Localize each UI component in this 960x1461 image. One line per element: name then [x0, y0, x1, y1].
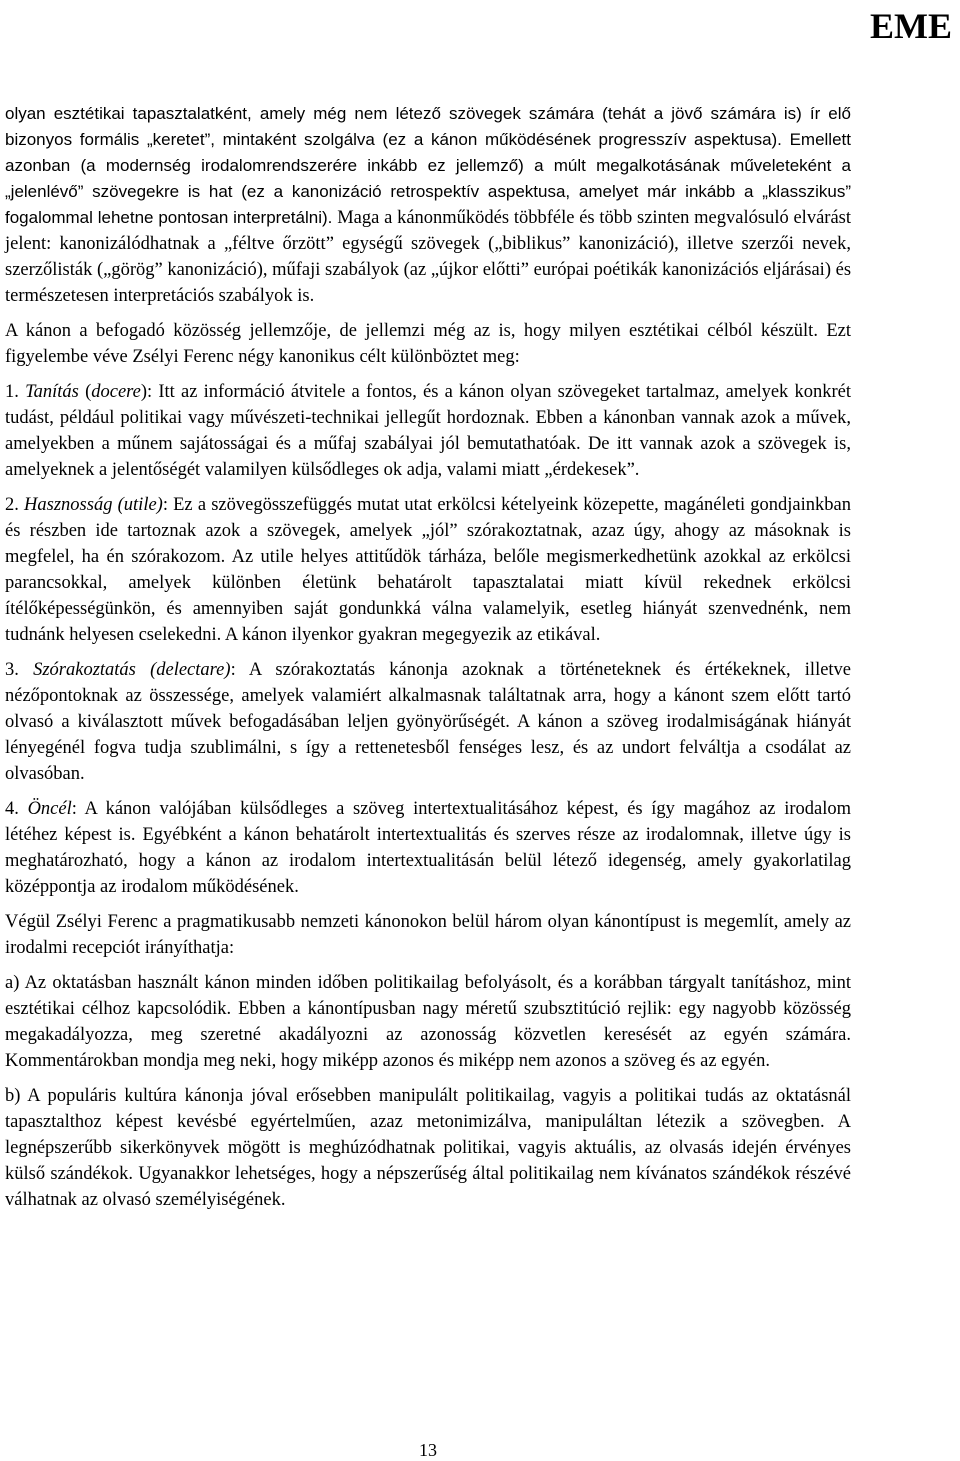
- publisher-logo: EME: [869, 6, 952, 46]
- paragraph-popular-canon: b) A populáris kultúra kánonja jóval erősebben manipulált politikailag, vagyis a politikai tudás az oktatásnál tapasztalthoz képest kevésbé egyértelműen, azaz metonimizálva, manipuláltan létezik a szövegben. A legnépszerűbb sikerkönyvek mögött is meghúzódhatnak politikai, vagyis aktuális, az olvasás idején érvényes külső szándékok. Ugyanakkor lehetséges, hogy a népszerűség által politikailag nem kívánatos szándékok részévé válhatnak az olvasó személyiségének.: [5, 1086, 851, 1210]
- item-text: ): Itt az információ átvitele a fontos, és a kánon olyan szövegeket tartalmaz, amelyek konkrét tudást, például politikai vagy művészeti-technikai jellegűt hordoznak. Ebben a kánonban vannak azok a művek, amelyekben a műnem sajátosságai és a műfaj szabályai jól bemutathatóak. De itt vannak azok a szövegek is, amelyeknek a jelentőségét valamilyen külsődleges ok adja, valami miatt „érdekesek”.: [5, 382, 851, 480]
- document-body: [5, 101, 851, 1222]
- paragraph-canon-aims: A kánon a befogadó közösség jellemzője, de jellemzi még az is, hogy milyen esztétikai célból készült. Ezt figyelembe véve Zsélyi Ferenc négy kanonikus célt különböztet meg:: [5, 321, 851, 367]
- item-text: : A szórakoztatás kánonja azoknak a történeteknek és értékeknek, illetve nézőpontoknak az összessége, amelyek valamiért alkalmasnak találtatnak arra, hogy a kánont szem előtt tartó olvasó a kiválasztott művek befogadásában leljen gyönyörűségét. A kánon a szöveg irodalmiságának hiányát lényegénél fogva tudja szublimálni, s így a rettenetesből fenséges lesz, és az undort felváltja a csodálat az olvasóban.: [5, 660, 852, 784]
- list-item-self-purpose: [5, 796, 851, 900]
- list-item-teaching: [5, 379, 851, 483]
- item-term: Tanítás: [25, 382, 79, 402]
- paragraph-text: Maga a kánonműködés többféle és több szinten megvalósuló elvárást jelent: kanonizálódhatnak a „féltve őrzött” egységű szövegek („biblikus” kanonizáció), illetve szerzői nevek, szerzőlisták („görög” kanonizáció), műfaji szabályok (az „újkor előtti” európai poétikák kanonizációs eljárásai) és természetesen interpretációs szabályok is.: [5, 208, 852, 306]
- item-separator: (: [78, 382, 92, 402]
- item-number: 2.: [5, 495, 19, 515]
- list-item-entertainment: [5, 657, 851, 787]
- item-term: Hasznosság (utile): [24, 495, 163, 515]
- paragraph-education-canon: a) Az oktatásban használt kánon minden időben politikailag befolyásolt, és a korábban tárgyalt tanításhoz, mint esztétikai célhoz kapcsolódik. Ebben a kánontípusban nagy méretű szubsztitúció rejlik: egy nagyobb közösség megakadályozza, meg szeretné akadályozni az azonosság közvetlen keresését az egyén számára. Kommentárokban mondja meg neki, hogy miképp azonos és miképp nem azonos a szöveg és az egyén.: [5, 973, 851, 1071]
- item-number: 4.: [5, 799, 19, 819]
- item-number: 3.: [5, 660, 19, 680]
- paragraph-canon-types-intro: Végül Zsélyi Ferenc a pragmatikusabb nemzeti kánonokon belül három olyan kánontípust is megemlít, amely az irodalmi recepciót irányíthatja:: [5, 912, 851, 958]
- item-latin-term: docere: [91, 382, 141, 402]
- item-term: Szórakoztatás (delectare): [33, 660, 231, 680]
- item-number: 1.: [5, 382, 19, 402]
- paragraph-canon-function: [5, 101, 851, 309]
- item-term: Öncél: [27, 799, 72, 819]
- list-item-utility: [5, 492, 851, 648]
- paragraph-text: olyan esztétikai tapasztalatként, amely még nem létező szövegek számára (tehát a jövő számára is) ír elő bizonyos formális „keretet”, mintaként szolgálva (ez a kánon működésének progresszív aspektusa). Emellett azonban (a modernség irodalomrendszerére inkább ez jellemző) a múlt megalkotásának műveleteként a „jelenlévő” szövegekre is hat (ez a kanonizáció retrospektív aspektusa, amelyet már inkább a „klasszikus” fogalommal lehetne pontosan interpretálni).: [5, 104, 851, 227]
- page-number: 13: [419, 1440, 437, 1460]
- item-text: : Ez a szövegösszefüggés mutat utat erkölcsi kételyeink közepette, magánéleti gondjainkban és részben ide tartoznak azok a szövegek, amelyek „jól” szórakoztatnak, azaz úgy, ahogy az másoknak is megfelel, ha én szórakozom. Az utile helyes attitűdök tárháza, belőle megismerkedhetünk azokkal az erkölcsi parancsokkal, amelyek különben életünk behatárolt tapasztalatai miatt kívül rekednek erkölcsi ítélőképességünkön, és amennyiben saját gondunkká válna valamelyik, esetleg hiányát szenvednénk, nem tudnánk helyesen cselekedni. A kánon ilyenkor gyakran megegyezik az etikával.: [5, 495, 851, 645]
- item-text: : A kánon valójában külsődleges a szöveg intertextualitásához képest, és így magához az irodalom létéhez képest is. Egyébként a kánon behatárolt intertextualitás és szerves része az irodalomnak, illetve úgy is meghatározható, hogy a kánon az irodalom intertextualitásán belül létező idegenség, amely gyakorlatilag középpontja az irodalom működésének.: [5, 799, 851, 897]
